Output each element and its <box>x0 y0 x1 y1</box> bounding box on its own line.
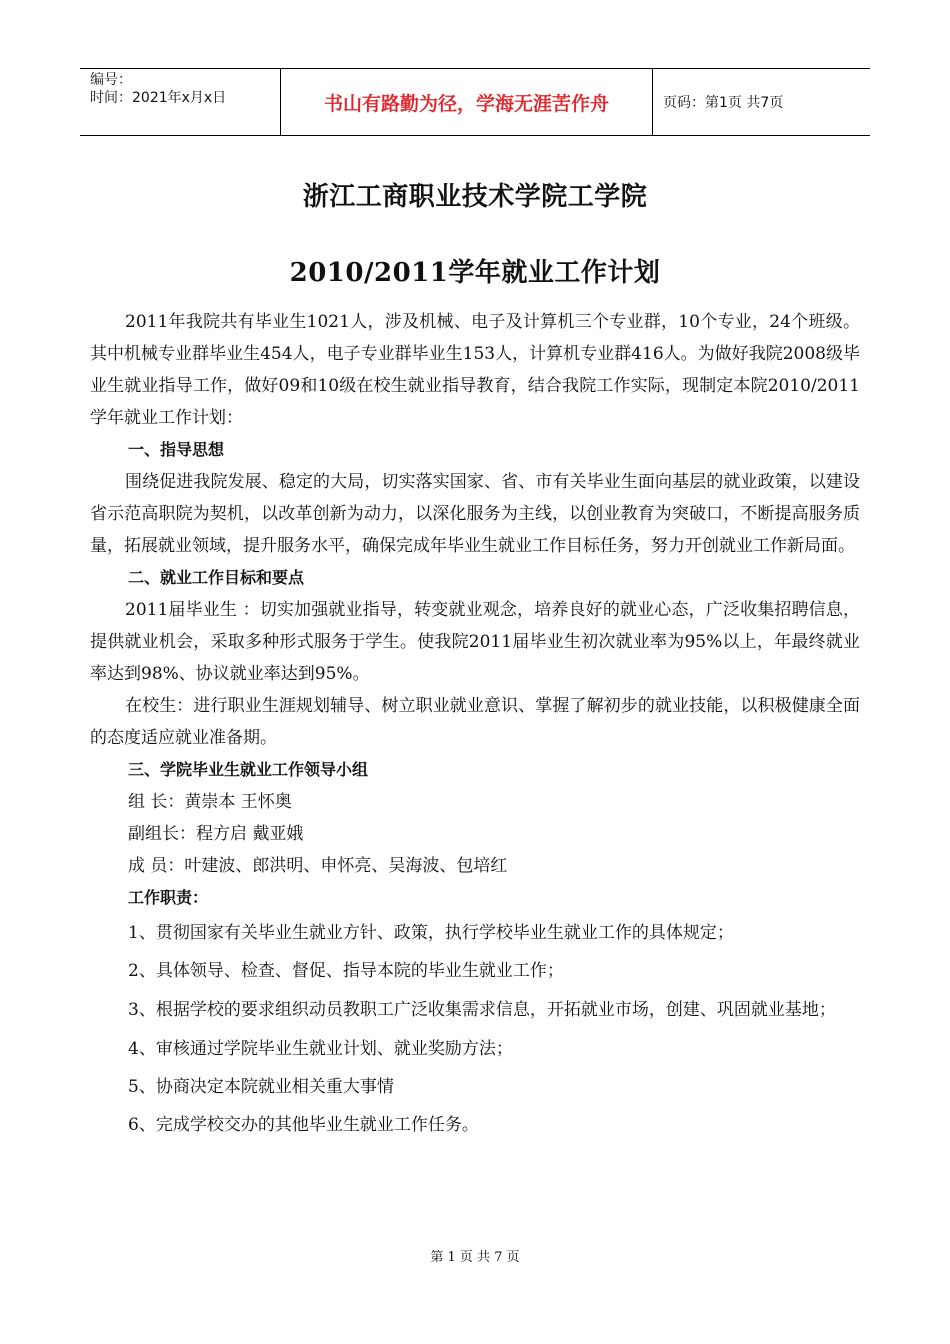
intro-paragraph: 2011年我院共有毕业生1021人，涉及机械、电子及计算机三个专业群，10个专业，24个班级。其中机械专业群毕业生454人，电子专业群毕业生153人，计算机专业群416人。为做好我院2008级毕业生就业指导工作，做好09和10级在校生就业指导教育，结合我院工作实际，现制定本院2010/2011学年就业工作计划： <box>90 312 860 428</box>
section-heading: 三、学院毕业生就业工作领导小组 <box>128 760 369 779</box>
duty-item: 5、协商决定本院就业相关重大事情 <box>128 1077 394 1097</box>
document-title-line2: 2010/2011学年就业工作计划 <box>289 258 661 288</box>
section-heading: 二、就业工作目标和要点 <box>128 568 305 587</box>
document-date: 时间：2021年x月x日 <box>90 90 227 106</box>
section-heading: 一、指导思想 <box>128 440 225 459</box>
students-goal-paragraph: 在校生：进行职业生涯规划辅导、树立职业就业意识、掌握了解初步的就业技能，以积极健康全面的态度适应就业准备期。 <box>90 696 860 748</box>
page-header <box>80 68 870 136</box>
duties-heading: 工作职责： <box>128 888 209 907</box>
duty-item: 1、贯彻国家有关毕业生就业方针、政策，执行学校毕业生就业工作的具体规定； <box>128 923 734 943</box>
header-meta <box>80 69 281 135</box>
document-body <box>90 306 860 1144</box>
document-number-label: 编号： <box>90 72 132 88</box>
duty-item: 4、审核通过学院毕业生就业计划、就业奖励方法； <box>128 1039 513 1059</box>
duty-item: 6、完成学校交办的其他毕业生就业工作任务。 <box>128 1115 479 1135</box>
duty-item: 2、具体领导、检查、督促、指导本院的毕业生就业工作； <box>128 961 564 981</box>
guiding-principle-paragraph: 围绕促进我院发展、稳定的大局，切实落实国家、省、市有关毕业生面向基层的就业政策，以建设省示范高职院为契机，以改革创新为动力，以深化服务为主线，以创业教育为突破口，不断提高服务质量，拓展就业领域，提升服务水平，确保完成年毕业生就业工作目标任务，努力开创就业工作新局面。 <box>90 472 860 556</box>
graduates-goal-paragraph: 2011届毕业生 ：切实加强就业指导，转变就业观念，培养良好的就业心态，广泛收集招聘信息，提供就业机会，采取多种形式服务于学生。使我院2011届毕业生初次就业率为95%以上，年最终就业率达到98%、协议就业率达到95%。 <box>90 600 860 684</box>
group-members: 成 员：叶建波、郎洪明、申怀亮、吴海波、包培红 <box>128 856 508 876</box>
page-footer: 第 1 页 共 7 页 <box>430 1250 520 1265</box>
header-motto: 书山有路勤为径，学海无涯苦作舟 <box>281 69 653 135</box>
group-leader: 组 长：黄崇本 王怀奥 <box>128 792 292 812</box>
group-vice-leader: 副组长：程方启 戴亚娥 <box>128 824 304 844</box>
document-title-line1: 浙江工商职业技术学院工学院 <box>302 182 648 212</box>
header-page-code: 页码：第1页 共7页 <box>663 95 784 111</box>
duty-item: 3、根据学校的要求组织动员教职工广泛收集需求信息，开拓就业市场，创建、巩固就业基地； <box>128 1000 836 1020</box>
